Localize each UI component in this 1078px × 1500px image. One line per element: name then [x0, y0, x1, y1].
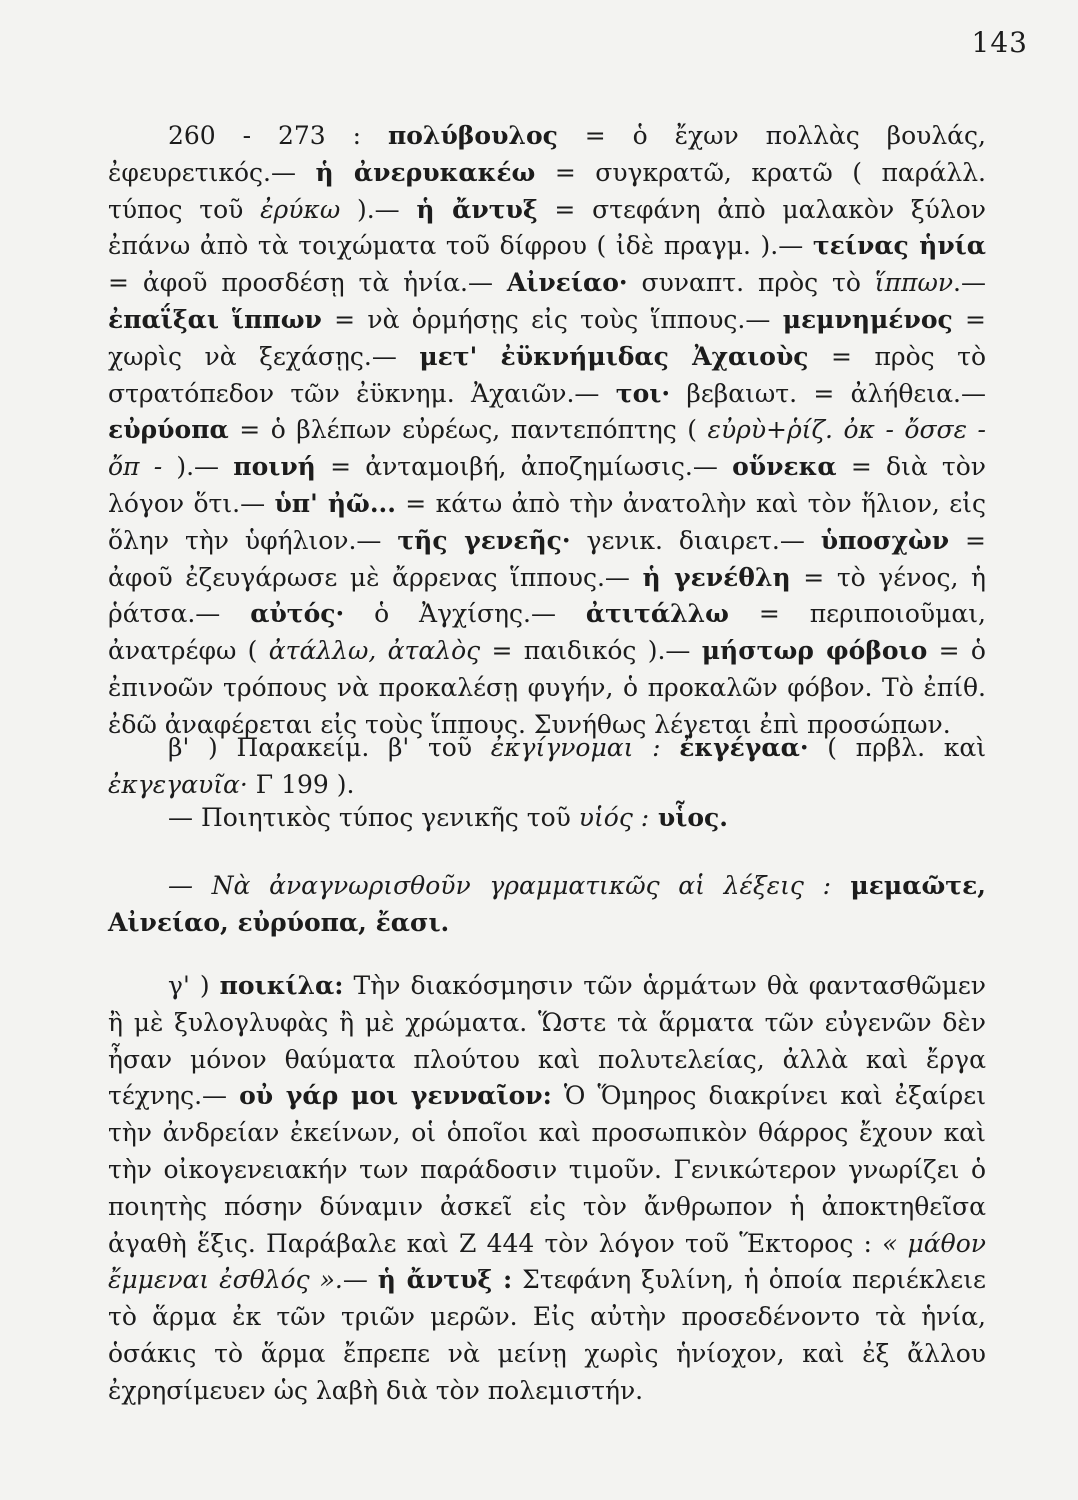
text-run: ).—: [162, 452, 234, 482]
text-run: = κάτω ἀπὸ τὴν ἀνατολὴν καὶ τὸν ἥλιον, εἰς ὅλην τὴν ὑφήλιον.—: [108, 488, 986, 555]
text-run: .—: [953, 268, 986, 298]
text-run: = περιποιοῦμαι, ἀνατρέφω (: [108, 599, 986, 666]
commentary-paragraph-b: [108, 730, 986, 804]
lemma: εὐρύοπα: [108, 415, 229, 445]
text-run: γενικ. διαιρετ.—: [570, 525, 821, 555]
text-run: = διὰ τὸν λόγον ὅτι.—: [108, 452, 986, 518]
lemma-list: μεμαῶτε, Αἰνείαο, εὐρύοπα, ἔασι.: [108, 871, 986, 937]
italic-instruction: — Νὰ ἀναγνωρισθοῦν γραμματικῶς αἱ λέξεις :: [168, 871, 831, 900]
commentary-exercise: [108, 868, 986, 942]
lemma: μεμνημένος: [782, 304, 953, 334]
commentary-note-genitive: [108, 800, 986, 837]
text-run: συναπτ. πρὸς τὸ: [627, 268, 875, 298]
lemma: ποικίλα:: [219, 971, 344, 1000]
text-run: γ' ): [168, 971, 220, 1000]
italic-form: εὐρὺ+ῥίζ. ὀκ - ὄσσε - ὄπ -: [108, 415, 986, 482]
lemma: ἡ ἄντυξ: [416, 194, 538, 224]
text-run: — Ποιητικὸς τύπος γενικῆς τοῦ: [168, 803, 579, 832]
lemma: ἐπαΐξαι ἵππων: [108, 304, 322, 334]
lemma: πολύβουλος: [387, 121, 558, 150]
italic-quote: « μάθον ἔμμεναι ἐσθλός ».: [108, 1228, 986, 1295]
text-run: = ὁ βλέπων εὐρέως, παντεπόπτης (: [228, 415, 708, 445]
lemma: ἡ ἄντυξ :: [377, 1265, 513, 1295]
text-run: = παιδικός ).—: [480, 636, 702, 666]
lemma: ἀτιτάλλω: [585, 599, 729, 629]
commentary-paragraph-260-273: [108, 118, 986, 744]
text-run: = πρὸς τὸ στρατόπεδον τῶν ἐϋκνημ. Ἀχαιῶν.—: [108, 341, 986, 408]
commentary-paragraph-c: [108, 968, 986, 1410]
text-run: Ὁ Ὅμηρος διακρίνει καὶ ἐξαίρει τὴν ἀνδρείαν ἐκείνων, οἱ ὁποῖοι καὶ προσωπικὸν θάρρος ἔχουν καὶ τὴν οἰκογενειακήν των παράδοσιν τιμοῦν. Γενικώτερον γνωρίζει ὁ ποιητὴς πόσην δύναμιν ἀσκεῖ εἰς τὸν ἄνθρωπον ἡ ἀποκτηθεῖσα ἀγαθὴ ἕξις. Παράβαλε καὶ Ζ 444 τὸν λόγον τοῦ Ἕκτορος :: [108, 1081, 986, 1258]
text-run: = χωρὶς νὰ ξεχάσῃς.—: [108, 304, 986, 371]
text-run: = συγκρατῶ, κρατῶ ( παράλλ. τύπος τοῦ: [108, 157, 986, 224]
lemma: οὐ γάρ μοι γενναῖον:: [239, 1081, 552, 1111]
italic-form: υἱός :: [578, 803, 650, 832]
lemma: μετ' ἐϋκνήμιδας Ἀχαιοὺς: [419, 341, 809, 371]
lemma: αὐτός·: [250, 599, 345, 629]
text-run: βεβαιωτ. = ἀλήθεια.—: [670, 378, 986, 408]
lemma: ἡ γενέθλη: [642, 562, 791, 592]
text-run: ).—: [340, 194, 417, 224]
lemma: τῆς γενεῆς·: [397, 525, 571, 555]
lemma: ἐκγέγαα·: [679, 733, 809, 762]
lemma: τοι·: [615, 378, 671, 408]
text-run: ὁ Ἀγχίσης.—: [344, 599, 586, 629]
text-run: Γ 199 ).: [247, 769, 355, 799]
text-run: = ὁ ἐπινοῶν τρόπους νὰ προκαλέσῃ φυγήν, ὁ προκαλῶν φόβον. Τὸ ἐπίθ. ἐδῶ ἀναφέρεται εἰς τοὺς ἵππους. Συνήθως λέγεται ἐπὶ προσώπων.: [108, 636, 986, 739]
text-run: Στεφάνη ξυλίνη, ἡ ὁποία περιέκλειε τὸ ἅρμα ἐκ τῶν τριῶν μερῶν. Εἰς αὐτὴν προσεδένοντο τὰ ἡνία, ὁσάκις τὸ ἅρμα ἔπρεπε νὰ μείνῃ χωρὶς ἡνίοχον, καὶ ἐξ ἄλλου ἐχρησίμευεν ὡς λαβὴ διὰ τὸν πολεμιστήν.: [108, 1265, 986, 1405]
text-run: = ἀνταμοιβή, ἀποζημίωσις.—: [315, 452, 733, 482]
text-run: = τὸ γένος, ἡ ῥάτσα.—: [108, 562, 987, 629]
lemma: τείνας ἡνία: [812, 231, 987, 261]
lemma: ἡ ἀνερυκακέω: [315, 157, 536, 187]
page-number: 143: [971, 26, 1028, 59]
italic-form: ἐκγίγνομαι :: [490, 733, 661, 762]
lemma: υἷος.: [649, 803, 728, 832]
text-run: = ἀφοῦ προσδέσῃ τὰ ἡνία.—: [108, 268, 507, 298]
lemma: ποινή: [233, 452, 316, 482]
text-run: = νὰ ὁρμήσῃς εἰς τοὺς ἵππους.—: [321, 304, 783, 334]
text-run: ( πρβλ. καὶ: [808, 733, 987, 762]
text-run: 260 - 273 :: [168, 121, 388, 150]
italic-form: ἵππων: [874, 268, 954, 298]
text-run: Τὴν διακόσμησιν τῶν ἁρμάτων θὰ φαντασθῶμεν ἢ μὲ ξυλογλυφὰς ἢ μὲ χρώματα. Ὥστε τὰ ἅρματα τῶν εὐγενῶν δὲν ἦσαν μόνον θαύματα πλούτου καὶ πολυτελείας, ἀλλὰ καὶ ἔργα τέχνης.—: [108, 971, 986, 1111]
lemma: οὕνεκα: [732, 452, 837, 482]
italic-form: ἀτάλλω, ἀταλὸς: [268, 636, 481, 666]
text-run: = ἀφοῦ ἐζευγάρωσε μὲ ἄρρενας ἵππους.—: [108, 525, 986, 592]
lemma: ὑπ' ἠῶ...: [274, 488, 396, 518]
italic-form: ἐρύκω: [260, 194, 341, 224]
lemma: Αἰνείαο·: [506, 268, 628, 298]
lemma: μήστωρ φόβοιο: [701, 636, 928, 666]
text-run: = ὁ ἔχων πολλὰς βουλάς, ἐφευρετικός.—: [108, 121, 986, 187]
text-run: β' ) Παρακείμ. β' τοῦ: [168, 733, 491, 762]
italic-form: ἐκγεγαυῖα·: [108, 769, 248, 799]
lemma: ὑποσχὼν: [820, 525, 950, 555]
text-run: = στεφάνη ἀπὸ μαλακὸν ξύλον ἐπάνω ἀπὸ τὰ τοιχώματα τοῦ δίφρου ( ἰδὲ πραγμ. ).—: [108, 194, 986, 261]
text-run: —: [342, 1265, 378, 1295]
